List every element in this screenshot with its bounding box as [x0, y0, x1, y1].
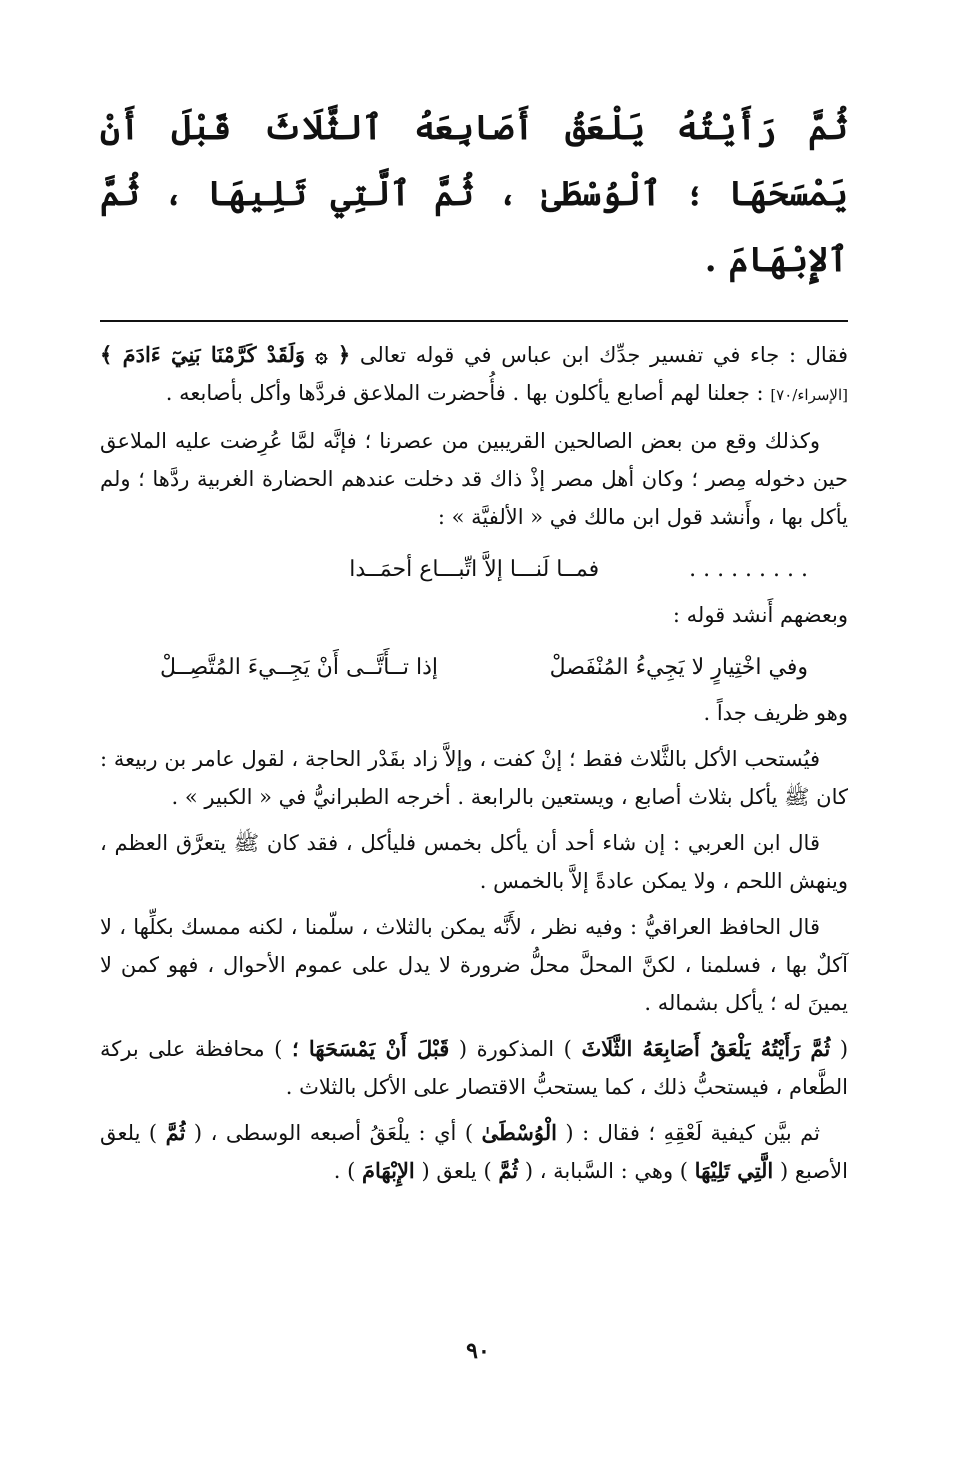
- footnote-paragraph-6: قال ابن العربي : إن شاء أحد أن يأكل بخمس فليأكل ، فقد كان ﷺ يتعرَّق العظم ، وينهش اللحم ، ولا يمكن عادةً إلاَّ بالخمس .: [100, 831, 848, 893]
- fn1-intro: فقال : جاء في تفسير جدِّك ابن عباس في قوله تعالى: [359, 343, 848, 367]
- hadith-main-text: ثُمَّ رَأَيْتُهُ يَلْعَقُ أَصَابِعَهُ ٱلثَّلَاثَ قَبْلَ أَنْ يَمْسَحَهَا ؛ ٱلْوُسْطَىٰ ، ثُمَّ ٱلَّتِي تَلِيهَا ، ثُمَّ ٱلإِبْهَامَ .: [100, 108, 848, 280]
- fn8-open: (: [839, 1037, 849, 1061]
- fn9-t1: ثم بيَّن كيفية لَعْقِهِ ؛ فقال : (: [565, 1121, 820, 1145]
- page-number: ٩٠: [466, 1338, 490, 1364]
- fn9-bold-2: ثُمَّ: [165, 1120, 186, 1145]
- poem-verse-2: [100, 642, 848, 694]
- fn9-bold-1: الْوُسْطَىٰ: [481, 1120, 557, 1145]
- footnote-paragraph-7: قال الحافظ العراقيُّ : وفيه نظر ، لأَنَّه يمكن بالثلاث ، سلّمنا ، لكنه ممسك بكلِّها ، لا آكلٌ بها ، فسلمنا ، لكنَّ المحلَّ محلُّ ضرورة لا يدل على عموم الأحوال ، فهو كمن لا يمينَ له ؛ يأكل بشماله .: [100, 915, 848, 1015]
- quran-reference: [الإسراء/٧٠]: [770, 386, 848, 404]
- verse2-first-hemistich: وفي اخْتِيارٍ لا يَجِيءُ المُنْفَصلْ: [549, 655, 808, 680]
- fn9-t4: ) وهي : السَّبابة ، (: [524, 1159, 688, 1183]
- fn8-bold-2: قَبْلَ أَنْ يَمْسَحَهَا ؛: [292, 1036, 450, 1061]
- fn1-rest: : جعلنا لهم أصابع يأكلون بها . فأُحضرت الملاعق فردَّها وأكل بأصابعه .: [165, 381, 764, 405]
- verse2-second-hemistich: إذا تــأَتَّــى أَنْ يَجِــيءَ المُتَّصِــلْ: [160, 655, 439, 680]
- fn8-bold-1: ثُمَّ رَأَيْتُهُ يَلْعَقُ أَصَابِعَهُ الثَّلَاثَ: [581, 1036, 831, 1061]
- fn9-t3: ) يلعق الأصبع (: [100, 1121, 848, 1183]
- fn9-bold-4: ثُمَّ: [498, 1158, 519, 1183]
- fn9-bold-5: الإِبْهَامَ: [362, 1158, 415, 1183]
- footnote-paragraph-2: وكذلك وقع من بعض الصالحين القريبين من عصرنا ؛ فإنَّه لمَّا عُرِضت عليه الملاعق حين دخوله مِصر ؛ وكان أهل مصر إذْ ذاك قد دخلت عندهم الحضارة الغربية ردَّها ؛ ولم يأكل بها ، وأَنشد قول ابن مالك في « الألفيَّة » :: [100, 429, 848, 529]
- footnote-paragraph-1: [100, 336, 848, 414]
- verse1-second-hemistich: فمــا لَنـــا إلاَّ اتِّبـــاع أحمَــدا: [349, 557, 600, 582]
- fn9-t6: ) .: [333, 1159, 356, 1183]
- verse1-first-hemistich: . . . . . . . . .: [689, 557, 808, 582]
- quran-verse: ﴿ ۞ وَلَقَدْ كَرَّمْنَا بَنِيٓ ءَادَمَ ﴾: [100, 342, 351, 367]
- footnote-paragraph-8: [100, 1030, 848, 1106]
- footnote-paragraph-5: فيُستحب الأكل بالثَّلاث فقط ؛ إنْ كفت ، وإلاَّ زاد بقَدْر الحاجة ، لقول عامر بن ربيعة : كان ﷺ يأكل بثلاث أصابع ، ويستعين بالرابعة . أخرجه الطبرانيُّ في « الكبير » .: [100, 747, 848, 809]
- poem-verse-1: [100, 544, 848, 596]
- fn9-t5: ) يلعق (: [421, 1159, 492, 1183]
- footnote-separator: [100, 320, 848, 322]
- fn8-rest: ) محافظة على بركة الطَّعام ، فيستحبُّ ذلك ، كما يستحبُّ الاقتصار على الأكل بالثلاث .: [100, 1037, 848, 1099]
- fn9-t2: ) أي : يلْعَقُ أصبعه الوسطى ، (: [193, 1121, 474, 1145]
- page-content: [100, 95, 848, 1198]
- fn9-bold-3: الَّتِي تَلِيْهَا: [694, 1158, 774, 1183]
- fn8-mid: ) المذكورة (: [458, 1037, 572, 1061]
- footnote-paragraph-3: وبعضهم أَنشد قوله :: [672, 603, 848, 627]
- footnote-paragraph-4: وهو ظريف جداً .: [703, 701, 848, 725]
- footnote-paragraph-9: [100, 1114, 848, 1190]
